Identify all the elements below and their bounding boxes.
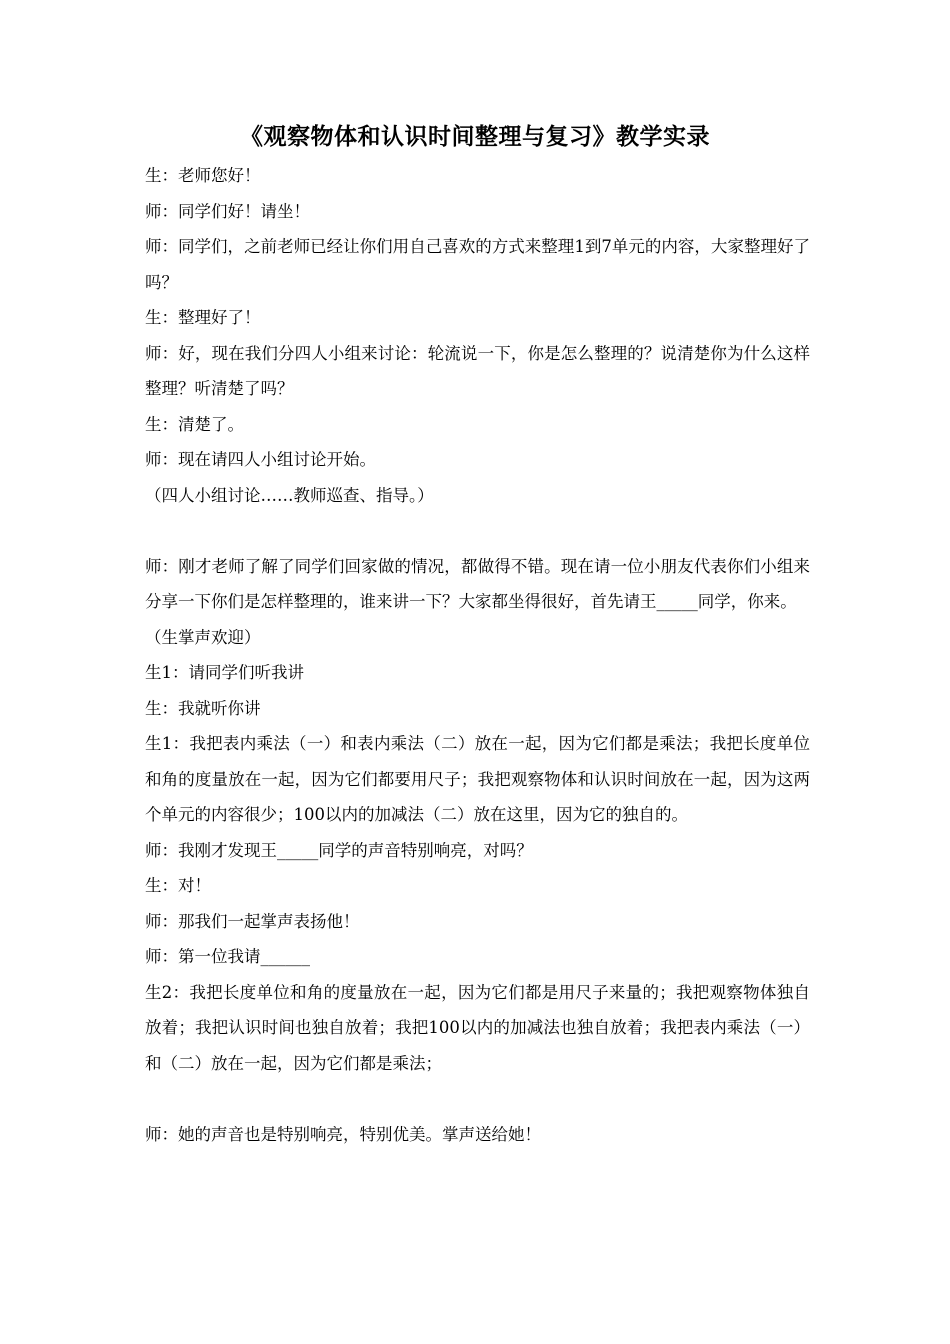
paragraph: 生：我就听你讲 xyxy=(145,698,261,718)
paragraph: 生1：请同学们听我讲 xyxy=(145,663,304,682)
paragraph: 生：整理好了！ xyxy=(145,308,261,327)
paragraph: 生：对！ xyxy=(145,876,211,895)
blank-line xyxy=(145,513,810,549)
paragraph: 师：同学们好！请坐！ xyxy=(145,201,310,221)
paragraph: 师：好，现在我们分四人小组来讨论：轮流说一下，你是怎么整理的？说清楚你为什么这样整理？听清楚了吗？ xyxy=(145,343,810,398)
paragraph: 师：第一位我请______ xyxy=(145,947,310,966)
document-body xyxy=(145,158,810,1152)
paragraph: 生1：我把表内乘法（一）和表内乘法（二）放在一起，因为它们都是乘法；我把长度单位和角的度量放在一起，因为它们都要用尺子；我把观察物体和认识时间放在一起，因为这两个单元的内容很少；100以内的加减法（二）放在这里，因为它的独自的。 xyxy=(145,734,810,824)
paragraph: 师：那我们一起掌声表扬他！ xyxy=(145,911,360,931)
paragraph: 师：刚才老师了解了同学们回家做的情况，都做得不错。现在请一位小朋友代表你们小组来分享一下你们是怎样整理的，谁来讲一下？大家都坐得很好，首先请王_____同学，你来。 xyxy=(145,556,810,611)
paragraph: 师：我刚才发现王_____同学的声音特别响亮，对吗？ xyxy=(145,840,533,860)
paragraph: （生掌声欢迎） xyxy=(145,627,261,647)
paragraph: 师：现在请四人小组讨论开始。 xyxy=(145,450,376,469)
paragraph: 生：清楚了。 xyxy=(145,414,244,434)
paragraph: 师：同学们，之前老师已经让你们用自己喜欢的方式来整理1到7单元的内容，大家整理好了吗？ xyxy=(145,237,810,292)
paragraph: （四人小组讨论……教师巡查、指导。） xyxy=(145,485,434,505)
paragraph: 生：老师您好！ xyxy=(145,166,261,185)
document-title: 《观察物体和认识时间整理与复习》教学实录 xyxy=(240,123,710,150)
blank-line xyxy=(145,1081,810,1117)
paragraph: 生2：我把长度单位和角的度量放在一起，因为它们都是用尺子来量的；我把观察物体独自放着；我把认识时间也独自放着；我把100以内的加减法也独自放着；我把表内乘法（一）和（二）放在一起，因为它们都是乘法； xyxy=(145,982,810,1073)
paragraph: 师：她的声音也是特别响亮，特别优美。掌声送给她！ xyxy=(145,1124,541,1144)
